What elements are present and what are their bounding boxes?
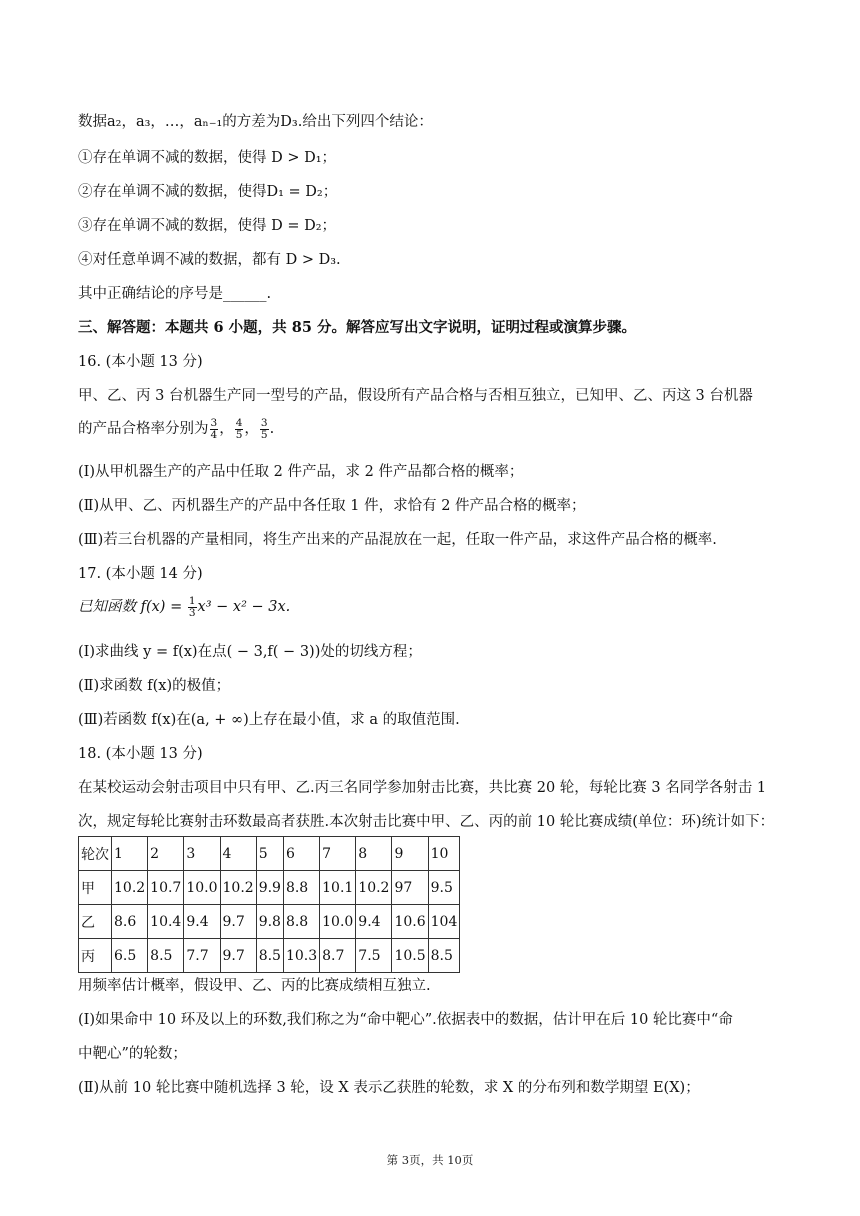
- fraction-numerator: 3: [260, 416, 268, 429]
- separator: ，: [219, 421, 234, 437]
- q18-part-2: (Ⅱ)从前 10 轮比赛中随机选择 3 轮，设 X 表示乙获胜的轮数，求 X 的分布列和数学期望 E(X)；: [78, 1080, 700, 1096]
- q18-part-1-line-1: (Ⅰ)如果命中 10 环及以上的环数,我们称之为“命中靶心”.依据表中的数据，估计甲在后 10 轮比赛中“命: [78, 1012, 733, 1028]
- fraction-3-4: [210, 418, 219, 441]
- table-cell: 7.5: [356, 939, 392, 973]
- q16-paragraph-1: 甲、乙、丙 3 台机器生产同一型号的产品，假设所有产品合格与否相互独立，已知甲、乙、丙这 3 台机器: [78, 388, 753, 404]
- conclusion-4: ④对任意单调不减的数据，都有 D > D₃.: [78, 252, 341, 268]
- table-cell: 2: [148, 837, 184, 871]
- fraction-1-3: [188, 596, 197, 619]
- conclusion-1: ①存在单调不减的数据，使得 D > D₁；: [78, 150, 337, 166]
- table-cell: 3: [184, 837, 220, 871]
- table-cell: 10.0: [320, 905, 356, 939]
- fraction-denominator: 5: [260, 428, 268, 441]
- table-cell: 7: [320, 837, 356, 871]
- table-row: [79, 871, 460, 905]
- table-row: [79, 837, 460, 871]
- table-cell: 97: [392, 871, 428, 905]
- fraction-denominator: 4: [210, 428, 218, 441]
- table-cell: 丙: [79, 939, 112, 973]
- q17-part-2: (Ⅱ)求函数 f(x)的极值；: [78, 678, 231, 694]
- table-cell: 9.8: [256, 905, 283, 939]
- text-line-variance: 数据a₂，a₃，…，aₙ₋₁的方差为D₃.给出下列四个结论：: [78, 114, 433, 130]
- q18-paragraph-2: 次，规定每轮比赛射击环数最高者获胜.本次射击比赛中甲、乙、丙的前 10 轮比赛成绩(单位：环)统计如下：: [78, 814, 775, 830]
- table-cell: 7.7: [184, 939, 220, 973]
- table-cell: 9.7: [220, 939, 256, 973]
- table-row: [79, 939, 460, 973]
- table-cell: 10.6: [392, 905, 428, 939]
- table-cell: 8.6: [112, 905, 148, 939]
- table-cell: 10.4: [148, 905, 184, 939]
- table-cell: 8.5: [428, 939, 460, 973]
- q17-part-1: (Ⅰ)求曲线 y = f(x)在点( − 3,f( − 3))处的切线方程；: [78, 644, 422, 660]
- conclusion-2: ②存在单调不减的数据，使得D₁ = D₂；: [78, 184, 338, 200]
- q16-part-2: (Ⅱ)从甲、乙、丙机器生产的产品中各任取 1 件，求恰有 2 件产品合格的概率；: [78, 498, 586, 514]
- fill-blank-line: 其中正确结论的序号是______.: [78, 286, 272, 302]
- table-cell: 10.2: [112, 871, 148, 905]
- q16-heading: 16. (本小题 13 分): [78, 354, 203, 370]
- table-cell: 9.7: [220, 905, 256, 939]
- q18-part-1-line-2: 中靶心”的轮数；: [78, 1046, 187, 1062]
- q17-function-definition: [78, 592, 800, 622]
- table-cell: 10.0: [184, 871, 220, 905]
- table-cell: 10.1: [320, 871, 356, 905]
- table-cell: 8.7: [320, 939, 356, 973]
- table-cell: 8.8: [283, 905, 319, 939]
- table-cell: 8.5: [256, 939, 283, 973]
- table-cell: 10.2: [356, 871, 392, 905]
- q17-part-3: (Ⅲ)若函数 f(x)在(a, + ∞)上存在最小值，求 a 的取值范围.: [78, 712, 460, 728]
- q18-assumption: 用频率估计概率，假设甲、乙、丙的比赛成绩相互独立.: [78, 978, 431, 994]
- function-lhs: 已知函数 f(x) =: [78, 599, 187, 615]
- page-footer: 第 3页，共 10页: [386, 1153, 474, 1167]
- function-rhs: x³ − x² − 3x.: [197, 599, 291, 615]
- q16-part-1: (Ⅰ)从甲机器生产的产品中任取 2 件产品，求 2 件产品都合格的概率；: [78, 464, 524, 480]
- table-cell: 104: [428, 905, 460, 939]
- table-cell: 9.9: [256, 871, 283, 905]
- q16-rate-prefix: 的产品合格率分别为: [78, 421, 209, 437]
- table-cell: 10.2: [220, 871, 256, 905]
- q16-paragraph-2: [78, 414, 800, 444]
- q18-paragraph-1: 在某校运动会射击项目中只有甲、乙.丙三名同学参加射击比赛，共比赛 20 轮，每轮比赛 3 名同学各射击 1: [78, 780, 767, 796]
- fraction-numerator: 1: [188, 594, 196, 607]
- q18-heading: 18. (本小题 13 分): [78, 746, 203, 762]
- table-cell: 10.5: [392, 939, 428, 973]
- table-cell: 10.3: [283, 939, 319, 973]
- table-cell: 10.7: [148, 871, 184, 905]
- fraction-3-5: [260, 418, 269, 441]
- section-heading: 三、解答题：本题共 6 小题，共 85 分。解答应写出文字说明，证明过程或演算步骤。: [78, 319, 636, 336]
- q16-part-3: (Ⅲ)若三台机器的产量相同，将生产出来的产品混放在一起，任取一件产品，求这件产品合格的概率.: [78, 532, 717, 548]
- separator: ，: [244, 421, 259, 437]
- table-cell: 5: [256, 837, 283, 871]
- fraction-numerator: 4: [235, 416, 243, 429]
- table-cell: 1: [112, 837, 148, 871]
- period: .: [269, 421, 275, 437]
- table-cell: 9: [392, 837, 428, 871]
- table-cell: 8.5: [148, 939, 184, 973]
- table-cell: 甲: [79, 871, 112, 905]
- table-cell: 6.5: [112, 939, 148, 973]
- fraction-denominator: 5: [235, 428, 243, 441]
- score-table: [78, 836, 460, 973]
- table-cell: 4: [220, 837, 256, 871]
- table-cell: 8: [356, 837, 392, 871]
- table-cell: 乙: [79, 905, 112, 939]
- table-cell: 轮次: [79, 837, 112, 871]
- table-cell: 6: [283, 837, 319, 871]
- table-cell: 9.4: [356, 905, 392, 939]
- table-cell: 9.4: [184, 905, 220, 939]
- fraction-4-5: [235, 418, 244, 441]
- table-cell: 9.5: [428, 871, 460, 905]
- table-row: [79, 905, 460, 939]
- table-cell: 10: [428, 837, 460, 871]
- table-cell: 8.8: [283, 871, 319, 905]
- conclusion-3: ③存在单调不减的数据，使得 D = D₂；: [78, 218, 337, 234]
- fraction-denominator: 3: [188, 606, 196, 619]
- fraction-numerator: 3: [210, 416, 218, 429]
- q17-heading: 17. (本小题 14 分): [78, 566, 203, 582]
